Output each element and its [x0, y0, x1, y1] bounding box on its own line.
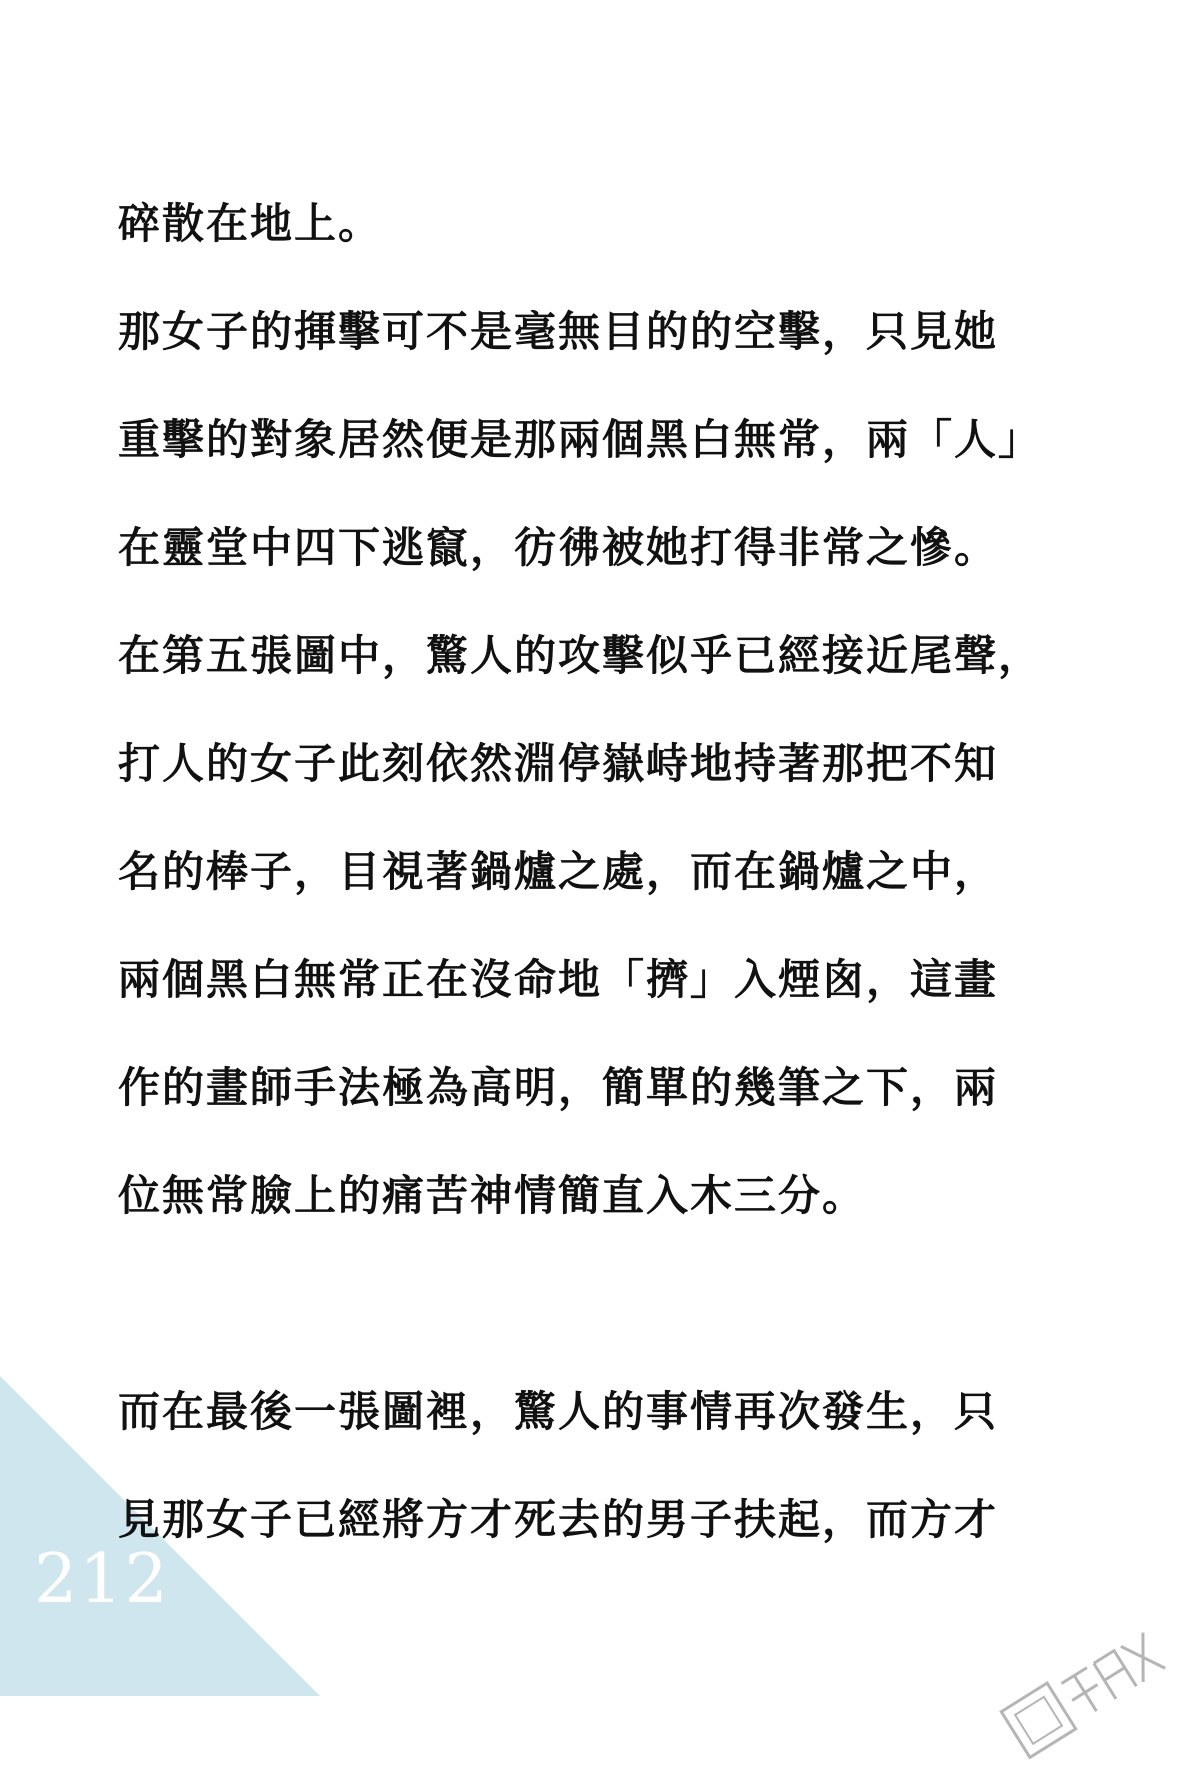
text-line: 見那女子已經將方才死去的男子扶起，而方才 [118, 1495, 999, 1544]
paragraph-gap [118, 1250, 1098, 1358]
text-line: 打人的女子此刻依然淵停嶽峙地持著那把不知 [118, 739, 999, 788]
text-line: 重擊的對象居然便是那兩個黑白無常，兩「人」 [118, 415, 1043, 464]
text-line: 兩個黑白無常正在沒命地「擠」入煙囪，這畫 [118, 955, 999, 1004]
text-line: 而在最後一張圖裡，驚人的事情再次發生，只 [118, 1387, 999, 1436]
text-line: 在第五張圖中，驚人的攻擊似乎已經接近尾聲， [118, 631, 1043, 680]
text-line: 位無常臉上的痛苦神情簡直入木三分。 [118, 1171, 867, 1220]
watermark-logo [995, 1619, 1176, 1768]
text-line: 作的畫師手法極為高明，簡單的幾筆之下，兩 [118, 1063, 999, 1112]
page-number: 212 [34, 1540, 170, 1619]
text-line: 碎散在地上。 [118, 199, 383, 248]
text-line: 名的棒子，目視著鍋爐之處，而在鍋爐之中， [118, 847, 999, 896]
text-line: 那女子的揮擊可不是毫無目的的空擊，只見她 [118, 307, 999, 356]
text-line: 在靈堂中四下逃竄，彷彿被她打得非常之慘。 [118, 523, 999, 572]
body-text [118, 170, 1098, 1574]
